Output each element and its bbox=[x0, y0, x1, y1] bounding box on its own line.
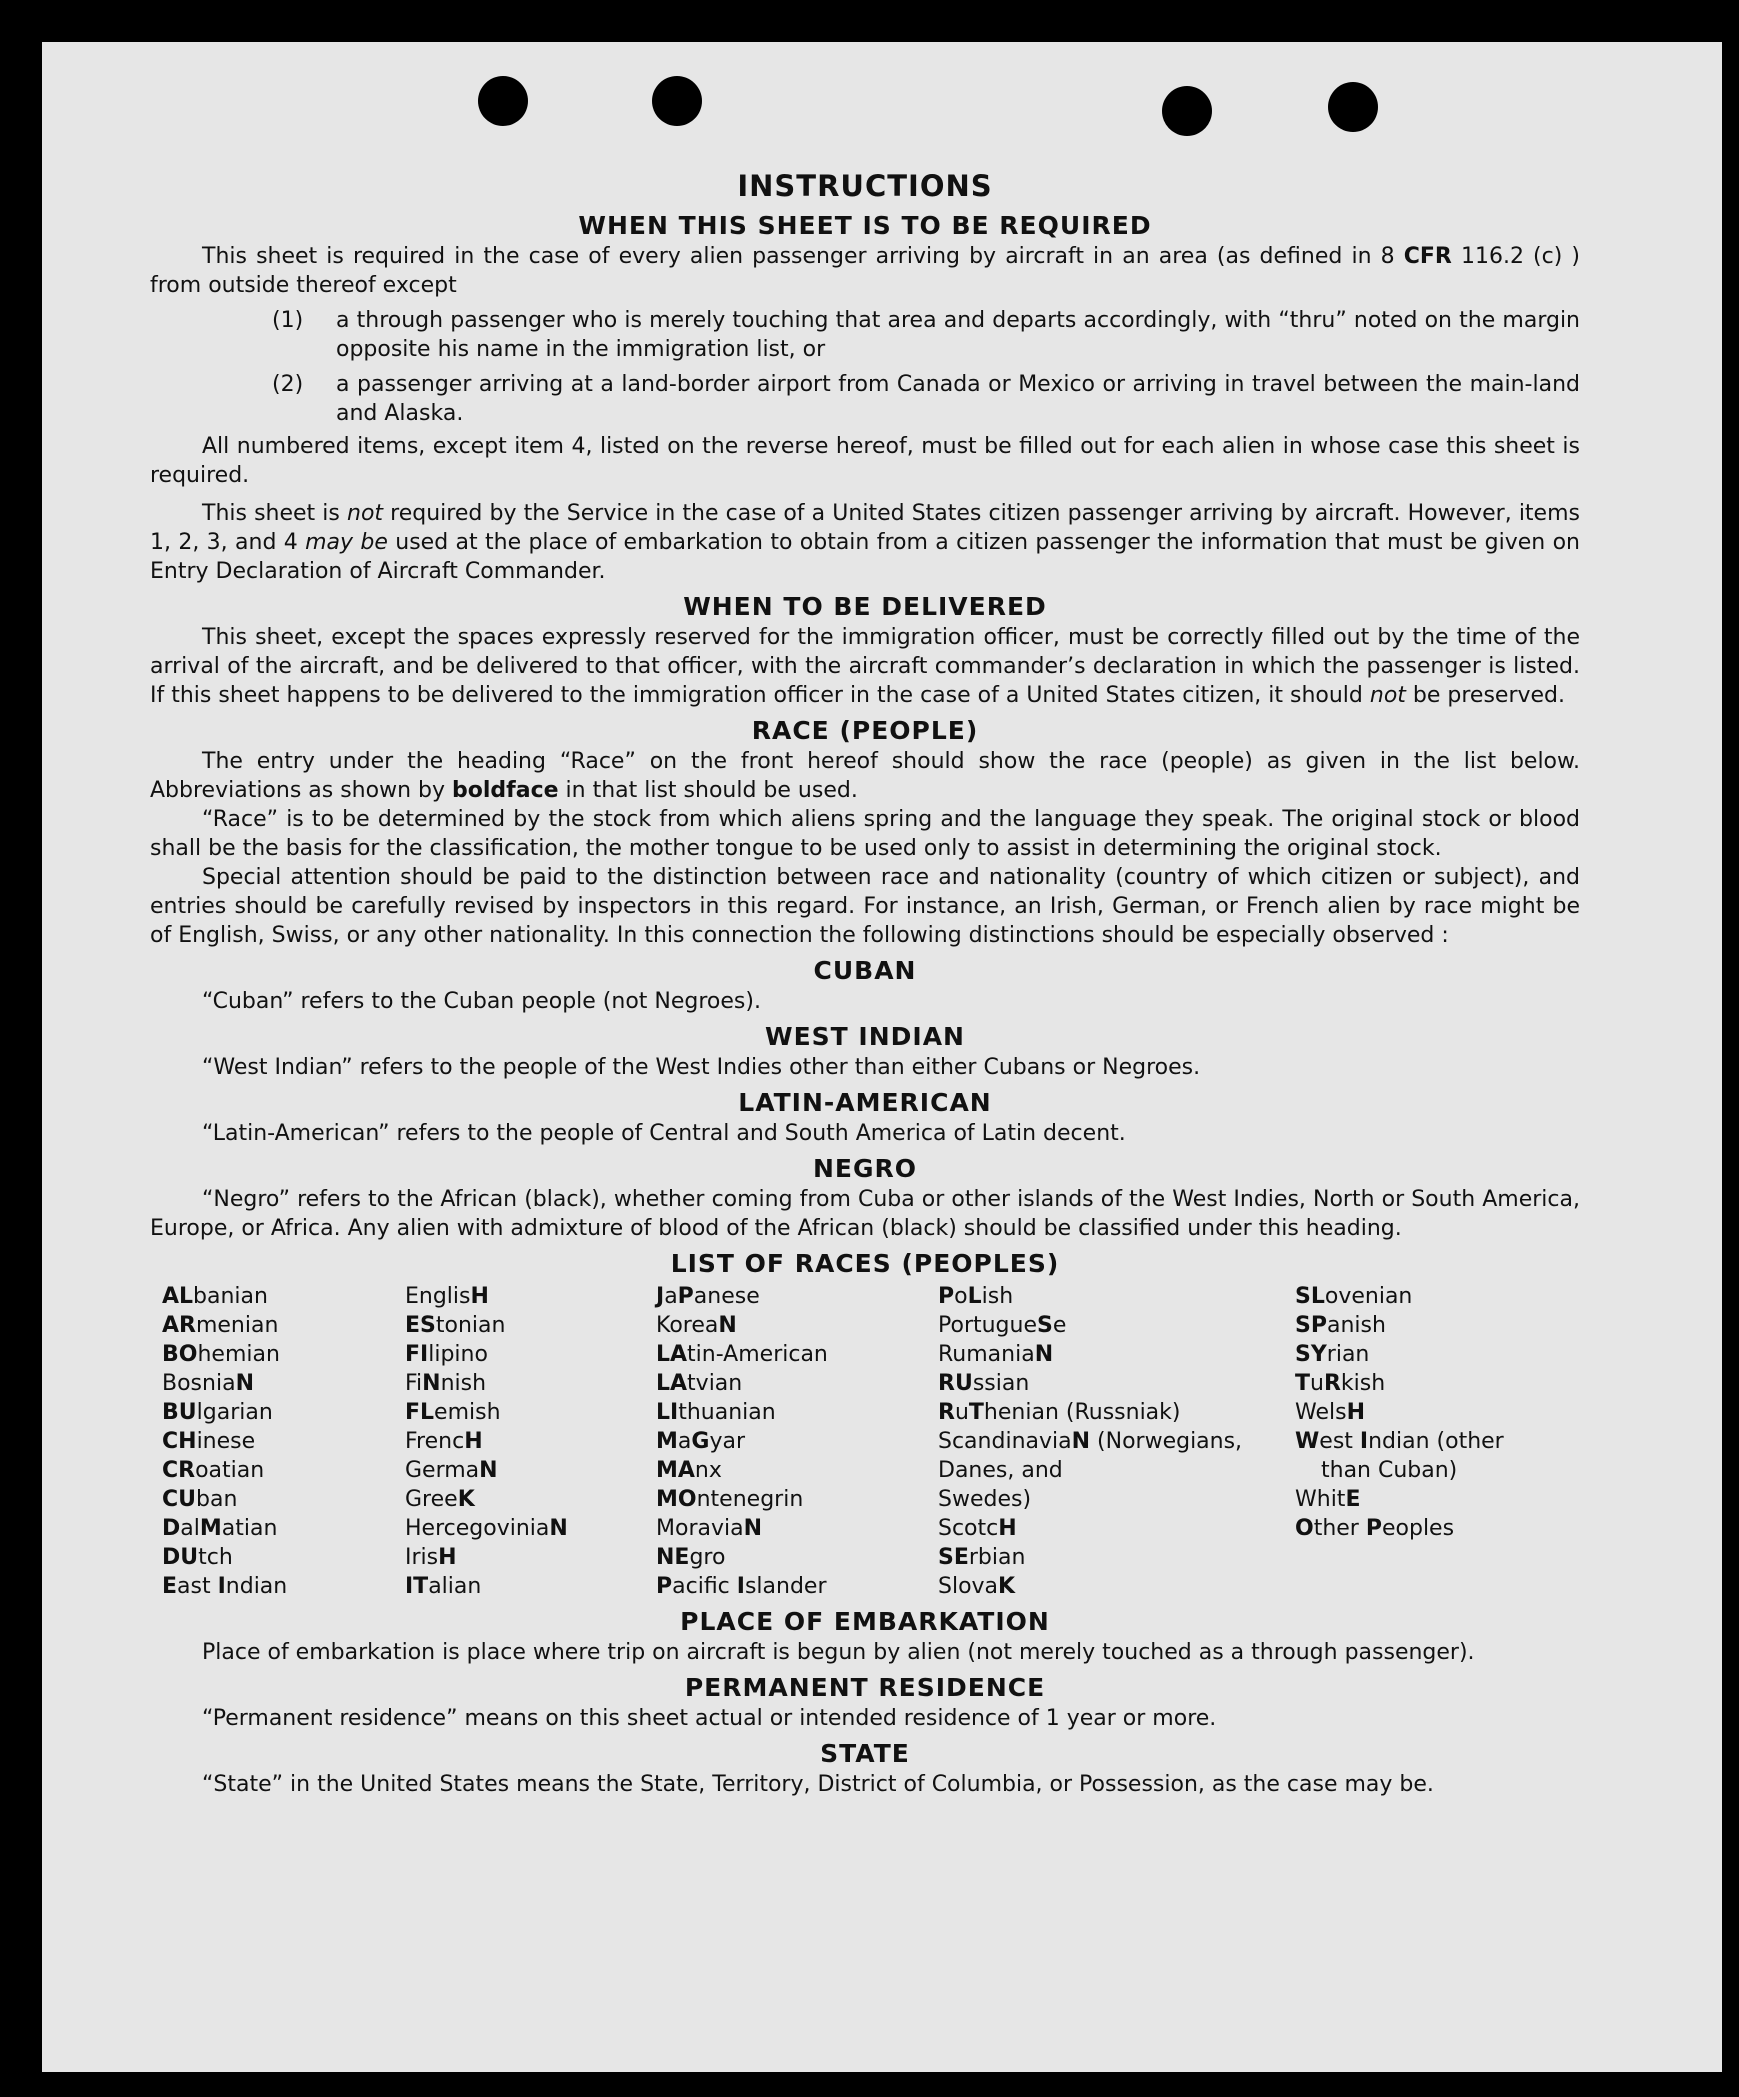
race-column bbox=[162, 1282, 405, 1601]
text-run: The entry under the heading “Race” on the front hereof should show the race (people) as given in the list below. Abbreviations as shown by bbox=[150, 749, 1580, 803]
race-entry: LAtin-American bbox=[656, 1342, 828, 1367]
text-run: 116.2 (c) ) from outside thereof except bbox=[150, 244, 1581, 298]
race-entry: LAtvian bbox=[656, 1371, 743, 1396]
required-paragraph-3 bbox=[150, 499, 1580, 586]
exception-item bbox=[272, 370, 1580, 428]
race-entry: West Indian (other bbox=[1295, 1429, 1504, 1454]
race-entry: BosniaN bbox=[162, 1371, 254, 1396]
section-heading-race: RACE (PEOPLE) bbox=[751, 716, 979, 745]
race-entry: ScandinaviaN (Norwegians, bbox=[938, 1429, 1243, 1454]
west-indian-text: “West Indian” refers to the people of the West Indies other than either Cubans or Negroes. bbox=[202, 1055, 1201, 1080]
item-number: (2) bbox=[272, 372, 304, 397]
race-entry: East Indian bbox=[162, 1574, 288, 1599]
race-entry: SYrian bbox=[1295, 1342, 1370, 1367]
text-run-bold: CFR bbox=[1403, 244, 1452, 269]
required-paragraph-2: All numbered items, except item 4, listed on the reverse hereof, must be filled out for each alien in whose case this sheet is required. bbox=[150, 434, 1580, 488]
race-entry: NEgro bbox=[656, 1545, 726, 1570]
race-entry: LIthuanian bbox=[656, 1400, 776, 1425]
section-heading-embarkation: PLACE OF EMBARKATION bbox=[680, 1607, 1050, 1636]
race-entry: Pacific Islander bbox=[656, 1574, 827, 1599]
text-run: This sheet is bbox=[202, 501, 348, 526]
race-entry: ITalian bbox=[405, 1574, 482, 1599]
race-column bbox=[656, 1282, 938, 1601]
race-entry: SlovaK bbox=[938, 1574, 1016, 1599]
race-entry: MaGyar bbox=[656, 1429, 745, 1454]
item-text: a through passenger who is merely touching that area and departs accordingly, with “thru” noted on the margin opposite his name in the immigration list, or bbox=[336, 308, 1580, 362]
race-entry: SLovenian bbox=[1295, 1284, 1413, 1309]
punch-hole bbox=[478, 76, 528, 126]
race-entry: FiNnish bbox=[405, 1371, 487, 1396]
section-heading-state: STATE bbox=[820, 1739, 910, 1768]
race-entry: WelsH bbox=[1295, 1400, 1365, 1425]
section-heading-negro: NEGRO bbox=[812, 1154, 918, 1183]
section-heading-delivered: WHEN TO BE DELIVERED bbox=[683, 592, 1047, 621]
race-entry: BUlgarian bbox=[162, 1400, 273, 1425]
race-entry: JaPanese bbox=[656, 1284, 760, 1309]
text-run-italic: not bbox=[1369, 683, 1406, 708]
text-run: used at the place of embarkation to obtain from a citizen passenger the information that must be given on Entry Declaration of Aircraft Commander. bbox=[150, 530, 1580, 584]
race-entry: SPanish bbox=[1295, 1313, 1386, 1338]
race-entry: EStonian bbox=[405, 1313, 506, 1338]
race-paragraph-2: “Race” is to be determined by the stock from which aliens spring and the language they speak. The original stock or blood shall be the basis for the classification, the mother tongue to be used only to assist in determining the original stock. bbox=[150, 807, 1580, 861]
race-entry: CUban bbox=[162, 1487, 238, 1512]
text-run: in that list should be used. bbox=[558, 778, 858, 803]
state-text: “State” in the United States means the State, Territory, District of Columbia, or Possession, as the case may be. bbox=[202, 1772, 1434, 1797]
race-entry: HercegoviniaN bbox=[405, 1516, 568, 1541]
race-entry: TuRkish bbox=[1295, 1371, 1386, 1396]
latin-american-text: “Latin-American” refers to the people of Central and South America of Latin decent. bbox=[202, 1121, 1126, 1146]
race-entry: FLemish bbox=[405, 1400, 501, 1425]
race-entry: MoraviaN bbox=[656, 1516, 763, 1541]
residence-text: “Permanent residence” means on this sheet actual or intended residence of 1 year or more. bbox=[202, 1706, 1217, 1731]
text-run-bold: boldface bbox=[452, 778, 559, 803]
race-entry: SErbian bbox=[938, 1545, 1026, 1570]
race-entry: Swedes) bbox=[938, 1487, 1032, 1512]
race-entry: than Cuban) bbox=[1321, 1458, 1458, 1483]
text-run: This sheet, except the spaces expressly reserved for the immigration officer, must be correctly filled out by the time of the arrival of the aircraft, and be delivered to that officer, with the aircraft commander’s declaration in which the passenger is listed. If this sheet happens to be delivered to the immigration officer in the case of a United States citizen, it should bbox=[150, 625, 1580, 708]
race-entry: CRoatian bbox=[162, 1458, 265, 1483]
race-entry: PortugueSe bbox=[938, 1313, 1067, 1338]
negro-text: “Negro” refers to the African (black), whether coming from Cuba or other islands of the West Indies, North or South America, Europe, or Africa. Any alien with admixture of blood of the African (black) should be classified under this heading. bbox=[150, 1187, 1580, 1241]
race-paragraph-3: Special attention should be paid to the distinction between race and nationality (country of which citizen or subject), and entries should be carefully revised by inspectors in this regard. For instance, an Irish, German, or French alien by race might be of English, Swiss, or any other nationality. In this connection the following distinctions should be especially observed : bbox=[150, 865, 1580, 948]
race-entry: RuThenian (Russniak) bbox=[938, 1400, 1181, 1425]
item-number: (1) bbox=[272, 308, 304, 333]
race-entry: GreeK bbox=[405, 1487, 475, 1512]
text-run: This sheet is required in the case of every alien passenger arriving by aircraft in an area (as defined in 8 bbox=[202, 244, 1404, 269]
race-entry: BOhemian bbox=[162, 1342, 280, 1367]
race-column bbox=[1295, 1282, 1555, 1601]
punch-hole bbox=[1328, 82, 1378, 132]
race-entry: RUssian bbox=[938, 1371, 1030, 1396]
page-title: INSTRUCTIONS bbox=[737, 169, 993, 203]
race-entry: MAnx bbox=[656, 1458, 722, 1483]
section-heading-list-of-races: LIST OF RACES (PEOPLES) bbox=[670, 1249, 1060, 1278]
race-entry: EnglisH bbox=[405, 1284, 489, 1309]
punch-hole bbox=[652, 76, 702, 126]
race-entry: FrencH bbox=[405, 1429, 483, 1454]
text-run-italic: may be bbox=[305, 530, 388, 555]
instructions-content bbox=[150, 168, 1580, 1799]
race-column bbox=[405, 1282, 656, 1601]
exception-item bbox=[272, 306, 1580, 364]
section-heading-cuban: CUBAN bbox=[813, 956, 917, 985]
text-run: required by the Service in the case of a United States citizen passenger arriving by aircraft. However, items 1, 2, 3, and 4 bbox=[150, 501, 1580, 555]
item-text: a passenger arriving at a land-border airport from Canada or Mexico or arriving in travel between the main-land and Alaska. bbox=[336, 372, 1580, 426]
race-list bbox=[162, 1282, 1580, 1601]
race-column bbox=[938, 1282, 1295, 1601]
delivered-paragraph bbox=[150, 623, 1580, 710]
punch-hole bbox=[1162, 86, 1212, 136]
race-entry: MOntenegrin bbox=[656, 1487, 804, 1512]
section-heading-residence: PERMANENT RESIDENCE bbox=[684, 1673, 1046, 1702]
race-entry: FIlipino bbox=[405, 1342, 488, 1367]
race-entry: WhitE bbox=[1295, 1487, 1361, 1512]
race-entry: CHinese bbox=[162, 1429, 256, 1454]
race-entry: PoLish bbox=[938, 1284, 1014, 1309]
section-heading-required: WHEN THIS SHEET IS TO BE REQUIRED bbox=[578, 211, 1152, 240]
race-entry: Other Peoples bbox=[1295, 1516, 1455, 1541]
text-run: be preserved. bbox=[1405, 683, 1566, 708]
embarkation-text: Place of embarkation is place where trip on aircraft is begun by alien (not merely touched as a through passenger). bbox=[202, 1640, 1475, 1665]
race-entry: DUtch bbox=[162, 1545, 233, 1570]
cuban-text: “Cuban” refers to the Cuban people (not Negroes). bbox=[202, 989, 761, 1014]
race-entry: RumaniaN bbox=[938, 1342, 1054, 1367]
required-paragraph-1 bbox=[150, 242, 1580, 300]
race-entry: GermaN bbox=[405, 1458, 498, 1483]
race-entry: ARmenian bbox=[162, 1313, 279, 1338]
race-entry: DalMatian bbox=[162, 1516, 278, 1541]
race-entry: ALbanian bbox=[162, 1284, 268, 1309]
race-paragraph-1 bbox=[150, 747, 1580, 805]
section-heading-west-indian: WEST INDIAN bbox=[765, 1022, 965, 1051]
race-entry: ScotcH bbox=[938, 1516, 1017, 1541]
race-entry: IrisH bbox=[405, 1545, 457, 1570]
race-entry: Danes, and bbox=[938, 1458, 1063, 1483]
race-entry: KoreaN bbox=[656, 1313, 737, 1338]
text-run-italic: not bbox=[347, 501, 384, 526]
section-heading-latin-american: LATIN-AMERICAN bbox=[738, 1088, 992, 1117]
